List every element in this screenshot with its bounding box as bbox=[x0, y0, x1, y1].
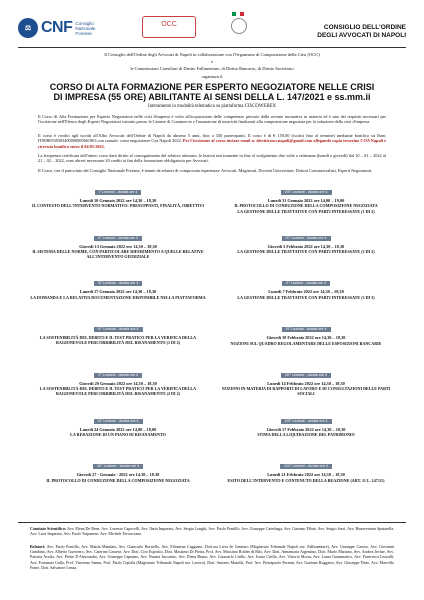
registration-text: Il corso è rivolto agli iscritti all'Albo Avvocati dell'Ordine di Napoli da almeno 5 anni, fino a 350 partecipanti. Il costo è di € 150,00 (iscritti fino al termine) mediante bonifico su Iban: IT00B0538303400000000661963 con causale: corso negoziatore Coa Napoli 2022. bbox=[38, 133, 386, 144]
session-date: Giovedì 3 Febbraio 2022 ore 14,30 – 18,30 bbox=[267, 243, 345, 249]
session-block bbox=[216, 363, 396, 397]
registration-paragraph bbox=[38, 133, 386, 149]
attendance-paragraph: La frequenza certificata dell'intero corso darà diritto al conseguimento del relativo attestato; le lezioni teoricamente in fine al svolgimento due volte a settimana (lunedì e giovedì) dal 10 – 01 – 2022 al 21 – 02 – 2022, sono altresì necessarie 20 crediti ai fini della formazione obbligatoria per Avvocati. bbox=[38, 153, 386, 164]
session-topic: LA GESTIONE DELLE TRATTATIVE CON PARTI INTERESSATE (3 DI 3) bbox=[237, 294, 375, 300]
session-number-tag: IV° Lezione - durata ore 4 bbox=[94, 327, 143, 332]
session-number-tag: XIII° Lezione - durata ore 4 bbox=[281, 419, 332, 424]
session-block bbox=[216, 454, 396, 483]
speakers-label: Relatori: bbox=[30, 544, 46, 549]
session-number-tag: VIII° Lezione - durata ore 4 bbox=[281, 190, 332, 195]
cnf-emblem-icon: ⚖ bbox=[18, 18, 38, 38]
session-topic: LA REDAZIONE DI UN PIANO DI RISANAMENTO bbox=[70, 431, 166, 437]
session-date: Lunedì 17 Gennaio 2022 ore 14,30 – 18,30 bbox=[79, 289, 157, 295]
session-topic: LA GESTIONE DELLE TRATTATIVE CON PARTI INTERESSATE (1 DI 3) bbox=[237, 208, 375, 214]
occ-logo bbox=[142, 16, 196, 38]
scientific-committee-names: Avv. Elena De Bene, Avv. Lorenza Capocelli, Avv. Ilaria Imparato, Avv. Sergio Longhi, Avv. Paolo Pontillo, Avv. Giuseppe Caterbaga, Avv. Gaetano Pilato, Avv. Sergio Sarri, Avv. Bonaventura Spatarella, Avv. Luca Imparato, Avv. Paolo Trapanese, Avv. Michele Terracciano. bbox=[30, 526, 395, 537]
description-paragraph: Il Corso di Alta Formazione per Esperto Negoziatore nelle crisi d'impresa è volto all'acquisizione delle competenze previste dalla recente normativa in materia ed è uno dei requisiti necessari per l'iscrizione nell'Elenco degli Esperti Negoziatori istituito presso le Camere di Commercio e l'assunzione di incarichi finalizzati alla composizione negoziata per la soluzione della crisi d'impresa. bbox=[38, 114, 386, 125]
session-number-tag: XII° Lezione - durata ore 4 bbox=[281, 373, 331, 378]
session-topic: LA SOSTENIBILITÀ DEL DEBITO E IL TEST PRATICO PER LA VERIFICA DELLA RAGIONEVOLE PERCORRIBILITÀ DEL RISANAMENTO (2 DI 2) bbox=[39, 386, 197, 397]
session-date: Lunedì 21 Febbraio 2022 ore 14,30 – 18,30 bbox=[267, 472, 345, 478]
ordine-name bbox=[296, 24, 406, 40]
cnf-name-line: Consiglio bbox=[75, 20, 94, 26]
session-topic: IL PROTOCOLLO DI CONDUZIONE DELLA COMPOSIZIONE NEGOZIATA bbox=[234, 203, 378, 209]
session-number-tag: II° Lezione - durata ore 4 bbox=[94, 236, 142, 241]
session-date: Giovedì 27 - Gennaio - 2022 ore 14.30 – 18.30 bbox=[76, 472, 160, 478]
session-topic: STIMA DELLA LIQUIDAZIONE DEL PATRIMONIO bbox=[257, 431, 355, 437]
session-date: Lunedì 31 Gennaio 2022 ore 14,00 – 19,00 bbox=[267, 198, 345, 203]
session-block bbox=[216, 226, 396, 255]
session-block bbox=[28, 317, 208, 345]
session-block bbox=[216, 180, 396, 214]
ordine-emblem-icon bbox=[231, 18, 247, 34]
scientific-committee-label: Comitato Scientifico: bbox=[30, 526, 67, 531]
footer-divider bbox=[18, 522, 406, 523]
session-block bbox=[28, 409, 208, 438]
header-divider bbox=[18, 47, 406, 48]
intro-organizers: Il Consiglio dell'Ordine degli Avvocati di Napoli in collaborazione con l'Organismo di Composizione della Crisi (OCC) bbox=[104, 52, 320, 57]
session-block bbox=[216, 271, 396, 300]
session-number-tag: IX° Lezione - durata ore 4 bbox=[282, 236, 331, 241]
session-number-tag: XIV° Lezione - durata ore 4 bbox=[280, 464, 331, 469]
ordine-line: DEGLI AVVOCATI DI NAPOLI bbox=[317, 32, 406, 39]
session-number-tag: XI° Lezione - durata ore 4 bbox=[282, 327, 331, 332]
ordine-line: CONSIGLIO DELL'ORDINE bbox=[323, 24, 406, 31]
cnf-name-line: Forense bbox=[75, 30, 92, 36]
session-date: Giovedì 13 Gennaio 2022 ore 14,30 – 18,30 bbox=[79, 243, 157, 249]
session-topic: ESITO DELL'INTERVENTO E CONTENUTO DELLA REAZIONE (ART. 11 L. 147/21) bbox=[227, 477, 385, 483]
session-block bbox=[28, 180, 208, 209]
session-date: Lunedì 7 Febbraio 2022 ore 14,30 – 18,30 bbox=[268, 289, 344, 295]
session-block bbox=[28, 363, 208, 397]
cnf-logo bbox=[18, 18, 95, 38]
session-date: Lunedì 14 Febbraio 2022 ore 14,30 – 18,30 bbox=[267, 380, 345, 386]
course-title-line2: DI IMPRESA (55 ORE) ABILITANTE AI SENSI DELLA L. 147/2021 e ss.mm.ii bbox=[53, 92, 371, 102]
session-topic: NOZIONI SUL QUADRO REGOLAMENTARE DELLE ESPOSIZIONI BANCARIE bbox=[230, 340, 382, 346]
session-topic: LA GESTIONE DELLE TRATTATIVE CON PARTI INTERESSATE (2 DI 3) bbox=[237, 249, 375, 255]
sessions-left-column bbox=[28, 180, 208, 500]
session-topic: IL SISTEMA DELLE NORME, CON PARTICOLARE RIFERIMENTO A QUELLE RELATIVE ALL'INTERVENTO GIUDIZIALE bbox=[32, 249, 204, 260]
session-topic: NOZIONI IN MATERIA DI RAPPORTI DI LAVORO E DI CONSULTAZIONI DELLE PARTI SOCIALI bbox=[221, 386, 391, 397]
occ-label: OCC bbox=[161, 21, 177, 28]
session-number-tag: III° Lezione - durata ore 4 bbox=[94, 281, 143, 286]
cnf-name-line: Nazionale bbox=[75, 25, 96, 31]
session-block bbox=[28, 271, 208, 300]
session-block bbox=[216, 317, 396, 346]
header bbox=[0, 0, 424, 46]
session-date: Lunedì 10 Gennaio 2022 ore 14,30 – 18,30 bbox=[79, 198, 157, 203]
session-date: Giovedì 20 Gennaio 2022 ore 14,30 – 18,30 bbox=[79, 380, 157, 386]
speakers-names: Avv. Paolo Pontillo, Avv. Mattia Mandato, Avv. Giancarlo Borriello, Avv. Filomena Caggiano, Dott.ssa Livia de Gennaro (Magistrato Tribunale Napoli sez. Fallimentare), Avv. Giuseppe Caruso, Avv. Giovanni Gambino, Avv. Alberto Guerriero, Avv. Caterina Cassese, Avv. Dott. Ciro Esposito, Dott. Massimo Di Pietra, Prof. Avv. Massimo Robles di Rilo, Avv. Dott. Annamaria Argentino, Dott. Mario Mariano, Avv. Andrea Iovine, Avv. Patrizia Avolio, Avv. Pietro D'Alessandro, Avv. Giuseppe Capuano, Avv. Nunzia Iaccarino, Avv. Elena Bruno, Avv. Giancarlo Cirillo, Avv. Ivano Cirillo, Avv. Vittorio Morra, Avv. Laura Grammatico, Avv. Francesca Lezzulli, Avv. Fortunata Gallo, Prof. Vincenzo Sanna, Prof. Paolo Cepolla (Magistrato Tribunale Napoli sez. Lavoro), Dott. Antonio Masella, Prof. Avv. Pietrapaolo Fermin, Avv. Gaetano Ruggiero, Avv. Giuseppe Pinto, Avv. Marcello Fonte, Dott. Salvatore Lenza. bbox=[30, 544, 394, 570]
session-block bbox=[216, 409, 396, 438]
session-topic: IL PROTOCOLLO DI CONDUZIONE DELLA COMPOSIZIONE NEGOZIATA bbox=[46, 477, 190, 483]
session-number-tag: VII° Lezione - durata ore 4 bbox=[93, 464, 143, 469]
cnf-full-name bbox=[75, 21, 95, 36]
registration-instructions: Per l'iscrizione al corso inviare email a: direttivooccnapoli@gmail.com allegando copia tesserino COA Napoli e ricevuta bonifico entro il 04/01/2022. bbox=[38, 138, 386, 149]
intro-conjunction: e bbox=[211, 59, 213, 64]
speakers-paragraph: Il Corso, con il patrocinio del Consiglio Nazionale Forense, è tenuto da relatori di comprovata esperienza: Avvocati, Magistrati, Docenti Universitari, Dottori Commercialisti, Esperti Negoziatori. bbox=[38, 168, 373, 173]
session-date: Giovedì 10 Febbraio 2022 ore 14,30 – 18,30 bbox=[266, 335, 346, 341]
session-block bbox=[28, 226, 208, 260]
session-date: Lunedì 24 Gennaio 2022 ore 14,00 – 18,00 bbox=[79, 426, 157, 432]
session-topic: IL CONTESTO DELL'INTERVENTO NORMATIVO: PRESUPPOSTI, FINALITÀ, OBIETTIVI bbox=[32, 203, 204, 209]
session-number-tag: I° Lezione - durata ore 4 bbox=[95, 190, 142, 195]
session-date: Giovedì 17 Febbraio 2022 ore 14,30 – 18,30 bbox=[266, 426, 346, 432]
course-subtitle: Interamente in modalità telematica su piattaforma CISCOWEBEX bbox=[148, 104, 276, 109]
session-block bbox=[28, 454, 208, 483]
session-topic: LA DOMANDA E LA RELATIVA DOCUMENTAZIONE DISPONIBILE NELLA PIATTAFORMA bbox=[30, 294, 206, 300]
session-topic: LA SOSTENIBILITÀ DEL DEBITO E IL TEST PRATICO PER LA VERIFICA DELLA RAGIONEVOLE PERCORRIBILITÀ DEL RISANAMENTO (1 DI 2) bbox=[39, 335, 197, 346]
scientific-committee bbox=[30, 526, 394, 536]
sessions-right-column bbox=[216, 180, 396, 500]
flag-stripe-red bbox=[240, 12, 244, 16]
session-number-tag: V° Lezione - durata ore 4 bbox=[94, 373, 142, 378]
session-number-tag: X° Lezione - durata ore 4 bbox=[282, 281, 330, 286]
speakers-list bbox=[30, 544, 394, 570]
intro-commissions: le Commissioni Consiliari di Diritto Fallimentare, di Diritto Bancario, di Diritto Societario bbox=[130, 66, 294, 71]
intro-organizes: organizza il bbox=[201, 74, 223, 79]
course-title-line1: CORSO DI ALTA FORMAZIONE PER ESPERTO NEGOZIATORE NELLE CRISI bbox=[49, 82, 375, 92]
session-number-tag: VI° Lezione - durata ore 4 bbox=[94, 419, 143, 424]
cnf-acronym: CNF bbox=[41, 19, 73, 36]
italian-flag-icon bbox=[232, 12, 244, 16]
